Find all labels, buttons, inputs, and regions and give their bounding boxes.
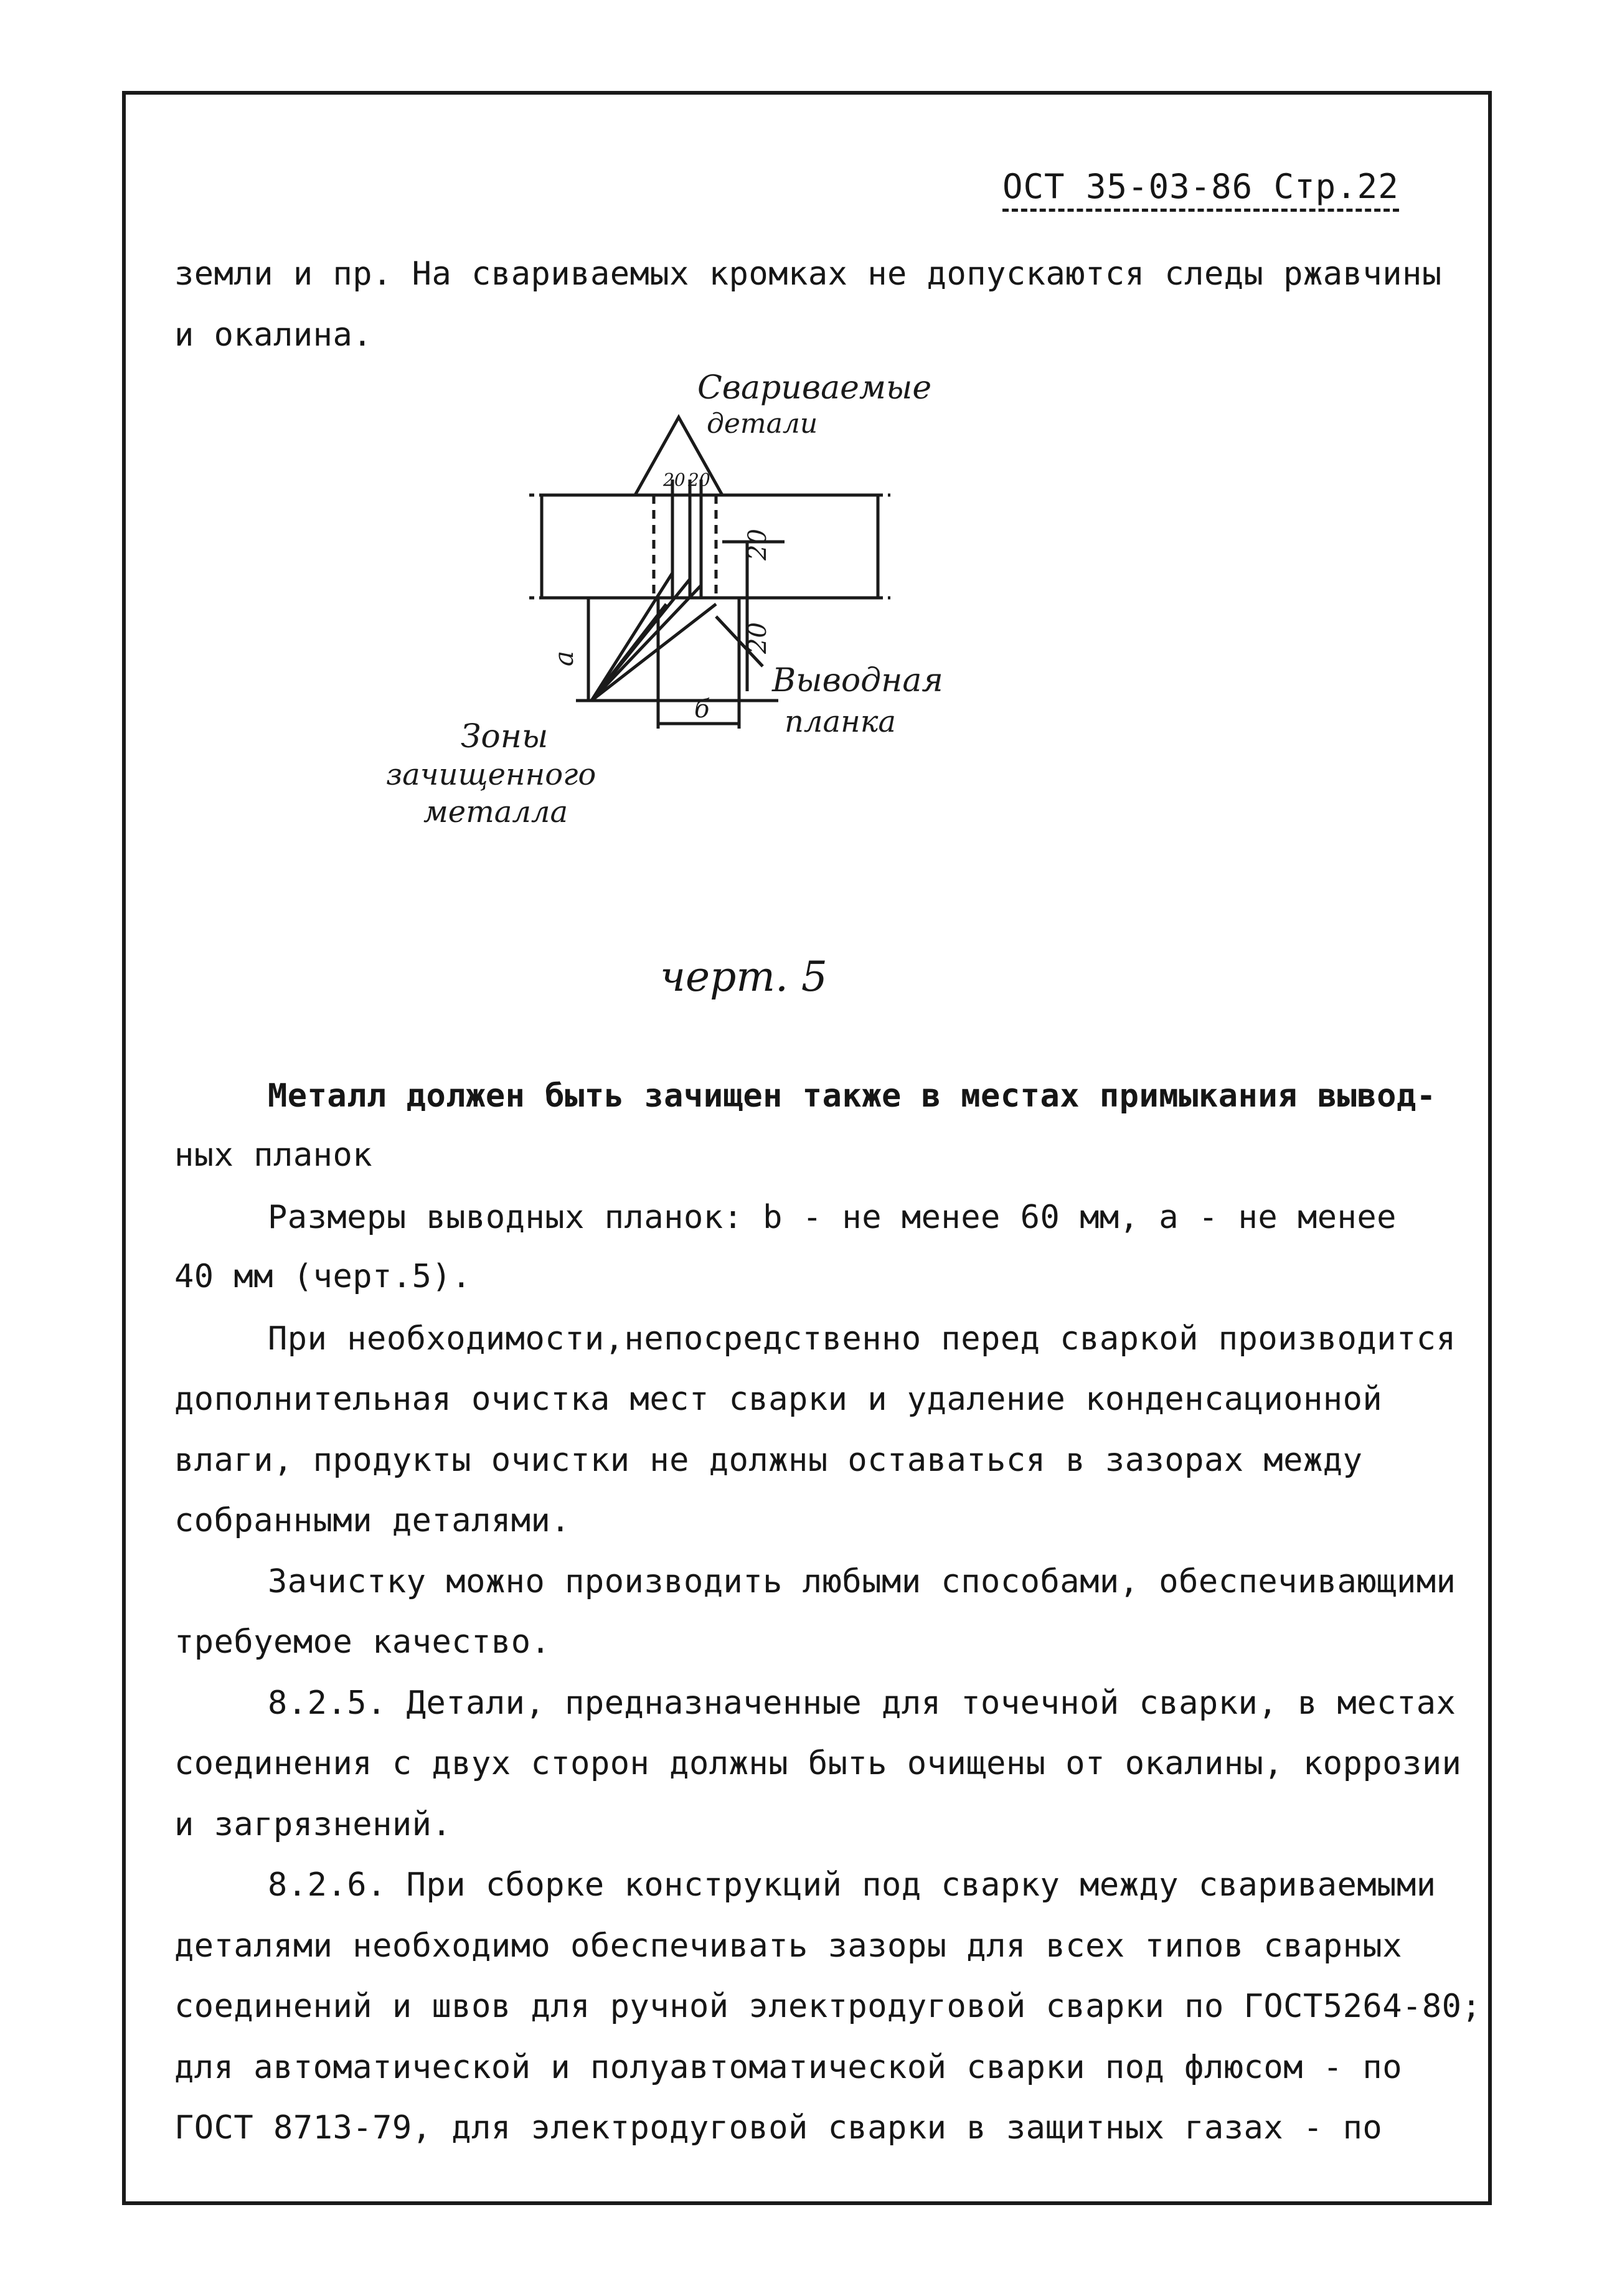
label-cleaned-zones: металла xyxy=(423,795,568,829)
text-line: 40 мм (черт.5). xyxy=(174,1258,472,1295)
dim-label: 20 xyxy=(743,529,772,560)
text-line: Размеры выводных планок: b - не менее 60 мм, а - не менее xyxy=(268,1199,1397,1236)
dim-label: 20 xyxy=(663,470,686,490)
label-welded-parts: детали xyxy=(707,408,818,440)
label-cleaned-zones: Зоны xyxy=(461,718,549,755)
dim-label-a: а xyxy=(549,650,579,666)
text-line: влаги, продукты очистки не должны оставаться в зазорах между xyxy=(174,1442,1363,1479)
zones-leader-line xyxy=(592,585,701,701)
text-line: Зачистку можно производить любыми способами, обеспечивающими xyxy=(268,1563,1456,1600)
text-line: Металл должен быть зачищен также в местах примыкания вывод- xyxy=(268,1077,1436,1115)
text-line: деталями необходимо обеспечивать зазоры для всех типов сварных xyxy=(174,1927,1403,1965)
text-line: 8.2.5. Детали, предназначенные для точечной сварки, в местах xyxy=(268,1684,1456,1722)
label-runoff-tab: планка xyxy=(785,704,896,739)
text-line: ГОСТ 8713-79, для электродуговой сварки в защитных газах - по xyxy=(174,2109,1383,2147)
runoff-tab xyxy=(658,598,739,701)
text-line: для автоматической и полуавтоматической сварки под флюсом - по xyxy=(174,2049,1403,2086)
welding-diagram xyxy=(349,355,1046,853)
label-welded-parts: Свариваемые xyxy=(697,369,932,407)
text-line: При необходимости,непосредственно перед сваркой производится xyxy=(268,1320,1456,1358)
label-runoff-tab: Выводная xyxy=(772,662,943,699)
text-line: ных планок xyxy=(174,1136,373,1174)
text-line: и окалина. xyxy=(174,316,373,354)
text-line: 8.2.6. При сборке конструкций под сварку между свариваемыми xyxy=(268,1866,1436,1904)
document-reference: ОСТ 35-03-86 Стр.22 xyxy=(1002,167,1399,212)
zones-leader-line xyxy=(592,573,672,701)
text-line: и загрязнений. xyxy=(174,1806,452,1843)
text-line: соединения с двух сторон должны быть очищены от окалины, коррозии xyxy=(174,1745,1462,1782)
text-line: земли и пр. На свариваемых кромках не допускаются следы ржавчины xyxy=(174,255,1442,293)
text-line: соединений и швов для ручной электродуговой сварки по ГОСТ5264-80; xyxy=(174,1988,1482,2025)
dim-label: 20 xyxy=(743,622,772,654)
text-line: собранными деталями. xyxy=(174,1502,571,1539)
text-line: требуемое качество. xyxy=(174,1623,551,1661)
label-cleaned-zones: зачищенного xyxy=(386,757,596,792)
figure-caption: черт. 5 xyxy=(660,953,827,1001)
text-line: дополнительная очистка мест сварки и удаление конденсационной xyxy=(174,1381,1383,1418)
dim-label-b: б xyxy=(694,695,710,724)
dim-label: 20 xyxy=(688,470,710,490)
welded-plate xyxy=(542,495,878,598)
